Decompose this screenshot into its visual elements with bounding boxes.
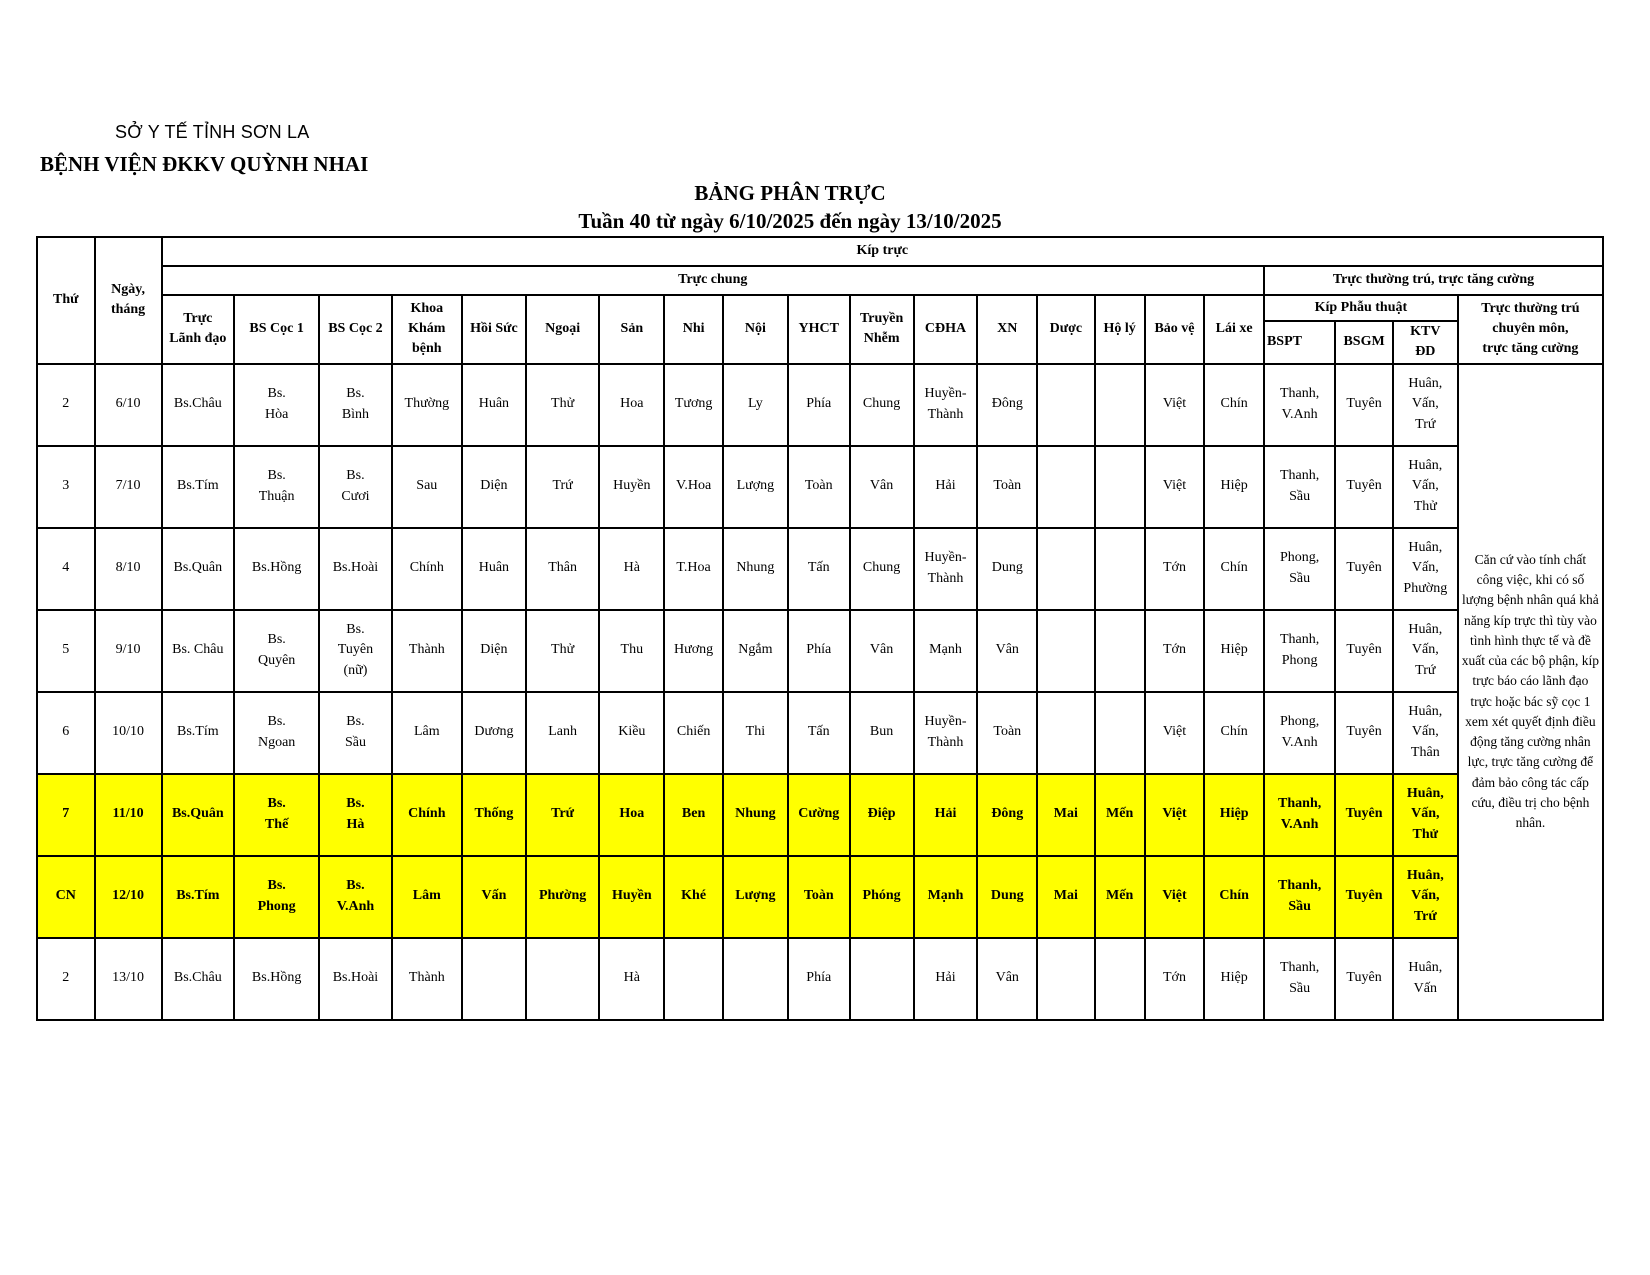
table-cell: Bs.Hoài xyxy=(319,938,391,1020)
table-cell: Chính xyxy=(392,774,462,856)
note-cell: Căn cứ vào tính chất công việc, khi có số lượng bệnh nhân quá khả năng kíp trực thì tùy vào tình hình thực tế và đề xuất của các bộ phận, kíp trực báo cáo lãnh đạo trực hoặc bác sỹ cọc 1 xem xét quyết định điều động tăng cường nhân lực, trực tăng cường để đảm bảo công tác cấp cứu, điều trị cho bệnh nhân. xyxy=(1458,364,1603,1020)
table-cell: Hiệp xyxy=(1204,610,1264,692)
table-cell: Bs.Hồng xyxy=(234,938,319,1020)
table-cell: 10/10 xyxy=(95,692,162,774)
table-cell: Tuyên xyxy=(1335,446,1393,528)
table-cell: Tuyên xyxy=(1335,528,1393,610)
table-cell: Chiến xyxy=(664,692,723,774)
table-cell xyxy=(462,938,526,1020)
table-cell: Mến xyxy=(1095,774,1145,856)
table-cell: Thử xyxy=(526,610,599,692)
table-cell: Mai xyxy=(1037,856,1095,938)
table-cell: Việt xyxy=(1145,856,1205,938)
table-cell: Chính xyxy=(392,528,462,610)
table-cell: Bs.Hồng xyxy=(234,528,319,610)
table-cell: Vân xyxy=(850,446,914,528)
table-cell: 4 xyxy=(37,528,95,610)
table-cell xyxy=(1037,938,1095,1020)
table-cell: 7/10 xyxy=(95,446,162,528)
table-cell: Khé xyxy=(664,856,723,938)
table-cell: Hiệp xyxy=(1204,938,1264,1020)
col-lai-xe: Lái xe xyxy=(1204,295,1264,364)
table-cell: Vấn xyxy=(462,856,526,938)
table-cell: Thanh, Phong xyxy=(1264,610,1335,692)
table-cell: Bs.Quân xyxy=(162,774,234,856)
table-cell: Phong, Sầu xyxy=(1264,528,1335,610)
table-cell: Phong, V.Anh xyxy=(1264,692,1335,774)
table-cell: Toàn xyxy=(977,692,1037,774)
table-cell: Vân xyxy=(977,610,1037,692)
table-cell: Huân, Vấn xyxy=(1393,938,1458,1020)
table-cell xyxy=(526,938,599,1020)
table-cell: Huyền- Thành xyxy=(914,692,978,774)
table-cell: Huân, Vấn, Trứ xyxy=(1393,364,1458,446)
table-cell: Thu xyxy=(599,610,664,692)
table-cell: Trứ xyxy=(526,774,599,856)
col-bs-coc-2: BS Cọc 2 xyxy=(319,295,391,364)
table-cell: Huân, Vấn, Phường xyxy=(1393,528,1458,610)
table-cell: Phía xyxy=(788,938,850,1020)
table-cell xyxy=(1095,692,1145,774)
col-nhi: Nhi xyxy=(664,295,723,364)
table-cell: Huyền- Thành xyxy=(914,364,978,446)
table-cell: Hoa xyxy=(599,364,664,446)
table-cell: Bs.Tím xyxy=(162,692,234,774)
table-cell: Huân, Vấn, Trứ xyxy=(1393,856,1458,938)
page-title: BẢNG PHÂN TRỰC xyxy=(694,181,886,205)
table-cell: Chín xyxy=(1204,364,1264,446)
table-cell xyxy=(664,938,723,1020)
table-cell: Chung xyxy=(850,364,914,446)
table-cell: 7 xyxy=(37,774,95,856)
table-cell: Hải xyxy=(914,774,978,856)
table-cell xyxy=(850,938,914,1020)
table-cell: Vân xyxy=(850,610,914,692)
table-cell: 2 xyxy=(37,938,95,1020)
table-cell: Huân, Vấn, Thử xyxy=(1393,446,1458,528)
table-cell xyxy=(1037,528,1095,610)
col-bsgm: BSGM xyxy=(1335,321,1393,364)
col-ho-ly: Hộ lý xyxy=(1095,295,1145,364)
table-cell: Thanh, V.Anh xyxy=(1264,364,1335,446)
table-cell: Bs. Hà xyxy=(319,774,391,856)
col-ngoai: Ngoại xyxy=(526,295,599,364)
header-ngay: Ngày, tháng xyxy=(95,237,162,364)
table-cell: Lanh xyxy=(526,692,599,774)
table-cell: Bs. Ngoan xyxy=(234,692,319,774)
table-cell: Bun xyxy=(850,692,914,774)
table-cell: Mai xyxy=(1037,774,1095,856)
header-kip-truc: Kíp trực xyxy=(162,237,1603,266)
table-cell: Diện xyxy=(462,610,526,692)
table-cell: 3 xyxy=(37,446,95,528)
table-cell: Thanh, Sầu xyxy=(1264,446,1335,528)
table-cell: Tuyên xyxy=(1335,364,1393,446)
table-cell: 13/10 xyxy=(95,938,162,1020)
table-cell: Dương xyxy=(462,692,526,774)
table-cell: Toàn xyxy=(788,446,850,528)
table-cell: Toàn xyxy=(977,446,1037,528)
table-cell: 6 xyxy=(37,692,95,774)
table-cell: Cường xyxy=(788,774,850,856)
table-row xyxy=(37,364,1603,446)
table-cell: Tuyên xyxy=(1335,610,1393,692)
table-cell: Bs. Tuyên (nữ) xyxy=(319,610,391,692)
table-cell: Phía xyxy=(788,364,850,446)
header-thu: Thứ xyxy=(37,237,95,364)
table-cell: Tớn xyxy=(1145,610,1205,692)
table-cell: Hương xyxy=(664,610,723,692)
table-cell: Huyền- Thành xyxy=(914,528,978,610)
table-cell: Tấn xyxy=(788,528,850,610)
table-cell: Tấn xyxy=(788,692,850,774)
table-cell: Chín xyxy=(1204,856,1264,938)
table-cell xyxy=(1037,446,1095,528)
table-cell: Dung xyxy=(977,528,1037,610)
table-cell: Việt xyxy=(1145,364,1205,446)
table-row xyxy=(37,774,1603,856)
table-cell: Ben xyxy=(664,774,723,856)
table-cell: Tớn xyxy=(1145,938,1205,1020)
table-cell: Hà xyxy=(599,528,664,610)
table-cell: Trứ xyxy=(526,446,599,528)
duty-schedule-table xyxy=(36,236,1604,1021)
table-cell: 5 xyxy=(37,610,95,692)
col-hoi-suc: Hồi Sức xyxy=(462,295,526,364)
table-cell: 2 xyxy=(37,364,95,446)
table-row xyxy=(37,856,1603,938)
table-cell: Bs. Thế xyxy=(234,774,319,856)
table-row xyxy=(37,528,1603,610)
table-cell xyxy=(1095,938,1145,1020)
table-cell: Huân, Vấn, Thân xyxy=(1393,692,1458,774)
table-cell: Ngắm xyxy=(723,610,788,692)
table-cell: Lượng xyxy=(723,446,788,528)
table-cell: Đông xyxy=(977,774,1037,856)
table-cell: Điệp xyxy=(850,774,914,856)
col-truc-chuyen-mon: Trực thường trú chuyên môn, trực tăng cường xyxy=(1458,295,1603,364)
table-cell: Tuyên xyxy=(1335,692,1393,774)
table-cell: Lâm xyxy=(392,856,462,938)
header-truc-thuong-tru: Trực thường trú, trực tăng cường xyxy=(1264,266,1603,295)
table-cell: Sau xyxy=(392,446,462,528)
header-kip-phau-thuat: Kíp Phẫu thuật xyxy=(1264,295,1458,321)
table-cell: Thống xyxy=(462,774,526,856)
table-cell: 9/10 xyxy=(95,610,162,692)
table-cell: Thử xyxy=(526,364,599,446)
table-cell: Bs. Cươi xyxy=(319,446,391,528)
table-cell: Việt xyxy=(1145,692,1205,774)
table-cell xyxy=(1037,610,1095,692)
table-cell: Hải xyxy=(914,938,978,1020)
table-cell xyxy=(1095,528,1145,610)
table-cell: Thành xyxy=(392,610,462,692)
table-cell: Bs.Tím xyxy=(162,856,234,938)
col-bspt: BSPT xyxy=(1264,321,1335,364)
hospital-name: BỆNH VIỆN ĐKKV QUỲNH NHAI xyxy=(40,152,369,176)
table-cell: Chín xyxy=(1204,692,1264,774)
col-xn: XN xyxy=(977,295,1037,364)
table-cell xyxy=(1095,446,1145,528)
table-cell: Lâm xyxy=(392,692,462,774)
col-ktv-dd: KTV ĐD xyxy=(1393,321,1458,364)
table-cell: Thân xyxy=(526,528,599,610)
table-cell: Diện xyxy=(462,446,526,528)
table-cell xyxy=(1037,364,1095,446)
table-cell: Việt xyxy=(1145,446,1205,528)
table-cell: Kiều xyxy=(599,692,664,774)
table-cell: Thanh, Sầu xyxy=(1264,938,1335,1020)
table-cell: Vân xyxy=(977,938,1037,1020)
col-yhct: YHCT xyxy=(788,295,850,364)
table-cell: Thành xyxy=(392,938,462,1020)
table-cell: Bs. Hòa xyxy=(234,364,319,446)
col-bao-ve: Bảo vệ xyxy=(1145,295,1205,364)
table-cell: Hiệp xyxy=(1204,774,1264,856)
table-cell: 6/10 xyxy=(95,364,162,446)
col-bs-coc-1: BS Cọc 1 xyxy=(234,295,319,364)
col-khoa-kham-benh: Khoa Khám bệnh xyxy=(392,295,462,364)
table-row xyxy=(37,692,1603,774)
col-san: Sản xyxy=(599,295,664,364)
table-cell: Mạnh xyxy=(914,856,978,938)
table-cell xyxy=(1037,692,1095,774)
table-cell: T.Hoa xyxy=(664,528,723,610)
table-cell: Thường xyxy=(392,364,462,446)
table-cell: Thanh, V.Anh xyxy=(1264,774,1335,856)
table-cell: Bs.Tím xyxy=(162,446,234,528)
table-cell: Nhung xyxy=(723,528,788,610)
table-cell: Huân, Vấn, Thử xyxy=(1393,774,1458,856)
table-cell: Bs. Phong xyxy=(234,856,319,938)
table-cell: Chín xyxy=(1204,528,1264,610)
table-cell: Tuyên xyxy=(1335,938,1393,1020)
table-cell: Bs.Hoài xyxy=(319,528,391,610)
table-cell: Phường xyxy=(526,856,599,938)
table-cell: 8/10 xyxy=(95,528,162,610)
table-cell: Tương xyxy=(664,364,723,446)
table-cell xyxy=(1095,364,1145,446)
table-cell: Toàn xyxy=(788,856,850,938)
table-cell: Bs. Sầu xyxy=(319,692,391,774)
col-noi: Nội xyxy=(723,295,788,364)
table-row xyxy=(37,446,1603,528)
col-truyen-nhiem: Truyền Nhễm xyxy=(850,295,914,364)
table-cell: Bs. Quyên xyxy=(234,610,319,692)
table-cell: Tớn xyxy=(1145,528,1205,610)
table-row xyxy=(37,610,1603,692)
col-duoc: Dược xyxy=(1037,295,1095,364)
table-cell: Bs.Châu xyxy=(162,938,234,1020)
table-cell: Chung xyxy=(850,528,914,610)
table-cell: Huân xyxy=(462,364,526,446)
table-cell: Phía xyxy=(788,610,850,692)
table-cell: Huyền xyxy=(599,446,664,528)
table-cell: Hoa xyxy=(599,774,664,856)
table-cell: Mạnh xyxy=(914,610,978,692)
table-cell: Mến xyxy=(1095,856,1145,938)
col-truc-lanh-dao: Trực Lãnh đạo xyxy=(162,295,234,364)
table-cell: CN xyxy=(37,856,95,938)
table-cell: Bs. Châu xyxy=(162,610,234,692)
table-cell: Phóng xyxy=(850,856,914,938)
table-cell: 11/10 xyxy=(95,774,162,856)
header-truc-chung: Trực chung xyxy=(162,266,1264,295)
table-cell: Nhung xyxy=(723,774,788,856)
table-cell: Tuyên xyxy=(1335,856,1393,938)
table-cell: Hiệp xyxy=(1204,446,1264,528)
table-cell: Bs. Bình xyxy=(319,364,391,446)
table-cell: Bs. Thuận xyxy=(234,446,319,528)
table-cell: 12/10 xyxy=(95,856,162,938)
table-cell: Huân xyxy=(462,528,526,610)
table-cell: Thanh, Sầu xyxy=(1264,856,1335,938)
table-cell: Lượng xyxy=(723,856,788,938)
table-cell: Huân, Vấn, Trứ xyxy=(1393,610,1458,692)
table-cell: Huyền xyxy=(599,856,664,938)
table-cell: Bs. V.Anh xyxy=(319,856,391,938)
table-cell: Tuyên xyxy=(1335,774,1393,856)
org-name: SỞ Y TẾ TỈNH SƠN LA xyxy=(115,122,310,142)
table-cell: Thi xyxy=(723,692,788,774)
col-cdha: CĐHA xyxy=(914,295,978,364)
table-cell: Việt xyxy=(1145,774,1205,856)
table-cell: Bs.Châu xyxy=(162,364,234,446)
table-cell: Ly xyxy=(723,364,788,446)
page-subtitle: Tuần 40 từ ngày 6/10/2025 đến ngày 13/10/2025 xyxy=(578,209,1002,233)
table-cell: Đông xyxy=(977,364,1037,446)
table-cell xyxy=(1095,610,1145,692)
table-cell: V.Hoa xyxy=(664,446,723,528)
table-row xyxy=(37,938,1603,1020)
table-cell: Bs.Quân xyxy=(162,528,234,610)
table-cell: Hà xyxy=(599,938,664,1020)
table-cell: Hải xyxy=(914,446,978,528)
table-cell: Dung xyxy=(977,856,1037,938)
table-cell xyxy=(723,938,788,1020)
